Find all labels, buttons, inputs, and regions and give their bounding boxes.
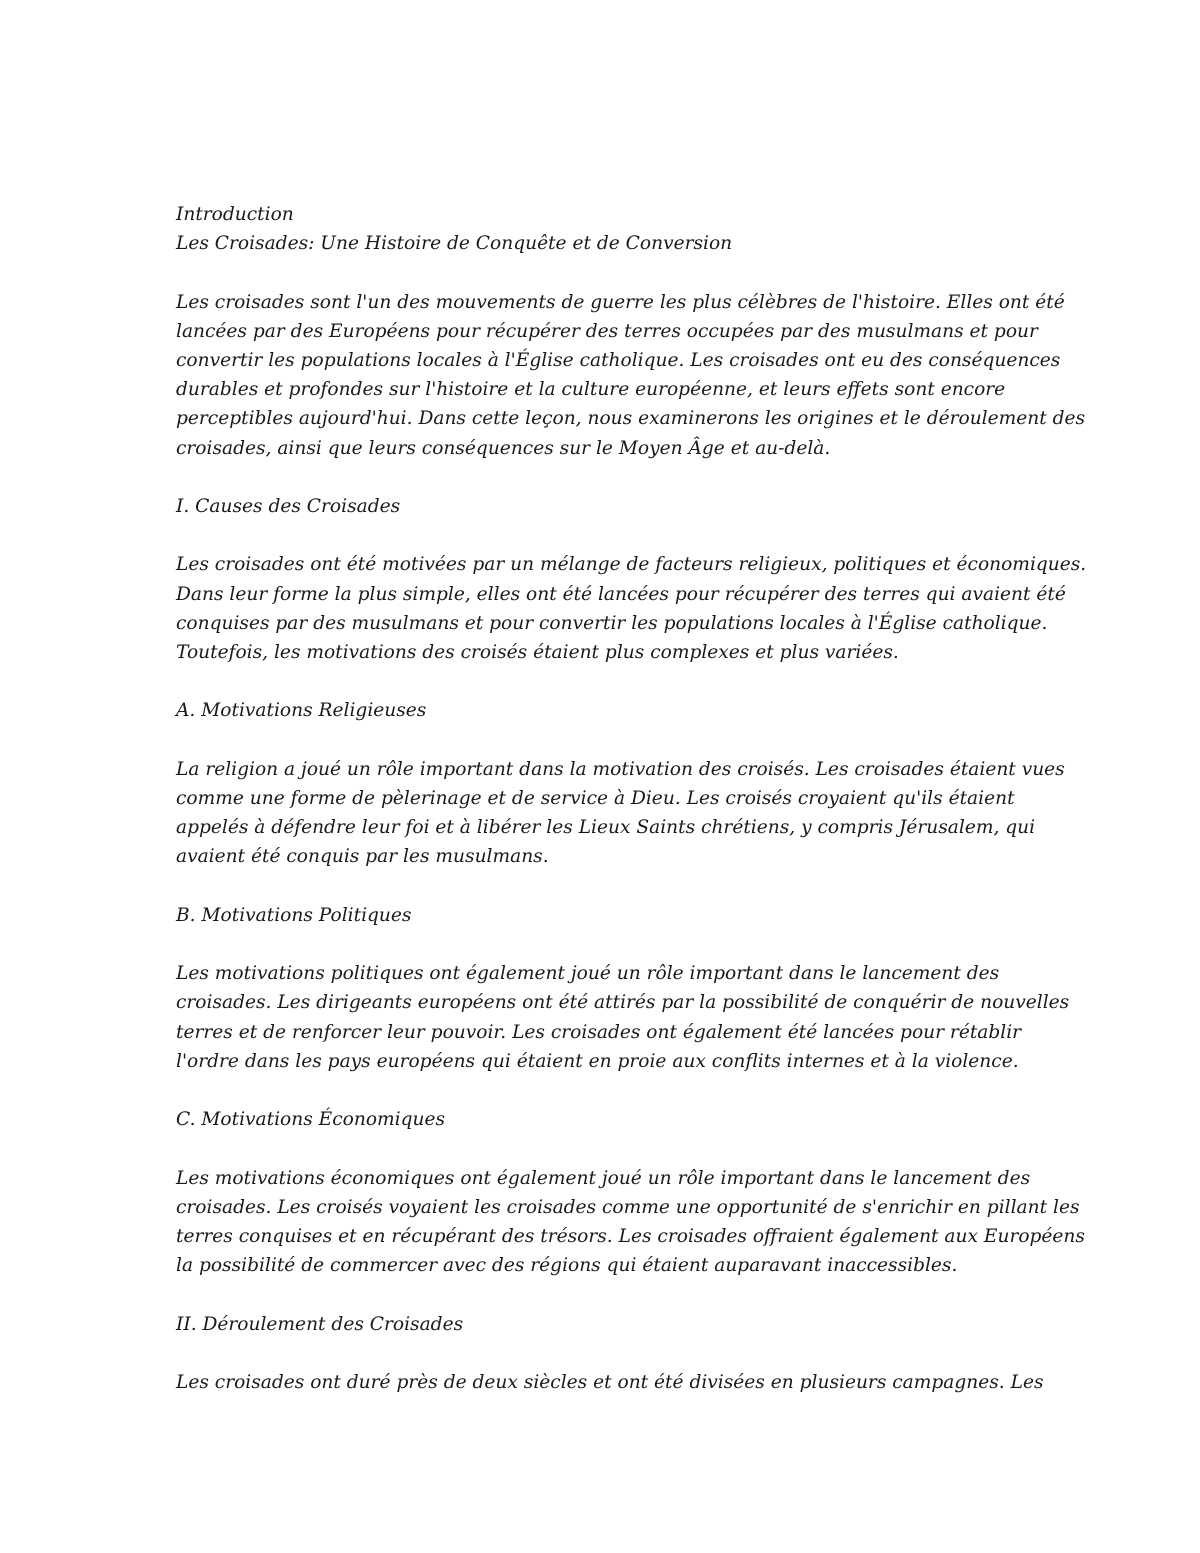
section-paragraph-political	[176, 959, 1070, 1076]
spacer	[176, 1339, 1036, 1368]
text-line: avaient été conquis par les musulmans.	[176, 846, 549, 868]
section-heading-economic: C. Motivations Économiques	[176, 1109, 446, 1131]
text-line: Dans leur forme la plus simple, elles ont été lancées pour récupérer des terres qui avaient été	[176, 583, 1066, 605]
text-line: comme une forme de pèlerinage et de service à Dieu. Les croisés croyaient qu'ils étaient	[176, 787, 1015, 809]
text-line: Les croisades ont été motivées par un mélange de facteurs religieux, politiques et économiques.	[176, 554, 1087, 576]
spacer	[176, 1280, 1036, 1309]
text-line: croisades. Les dirigeants européens ont été attirés par la possibilité de conquérir de nouvelles	[176, 992, 1070, 1014]
text-line: Les croisades ont duré près de deux siècles et ont été divisées en plusieurs campagnes. Les	[176, 1371, 1044, 1393]
document-page	[176, 200, 1087, 1397]
spacer	[176, 930, 1036, 959]
section-heading-causes: I. Causes des Croisades	[176, 496, 401, 517]
text-line: croisades. Les croisés voyaient les croisades comme une opportunité de s'enrichir en pillant les	[176, 1196, 1080, 1218]
text-line: Les motivations économiques ont également joué un rôle important dans le lancement des	[176, 1167, 1031, 1189]
text-line: conquises par des musulmans et pour convertir les populations locales à l'Église catholique.	[176, 612, 1048, 634]
section-paragraph-economic	[176, 1164, 1085, 1281]
section-heading-course: II. Déroulement des Croisades	[176, 1313, 464, 1335]
text-line: lancées par des Européens pour récupérer des terres occupées par des musulmans et pour	[176, 320, 1038, 342]
section-heading-religious: A. Motivations Religieuses	[176, 700, 427, 722]
text-line: Les croisades sont l'un des mouvements de guerre les plus célèbres de l'histoire. Elles ont été	[176, 291, 1065, 313]
section-heading-political: B. Motivations Politiques	[176, 904, 412, 926]
text-line: la possibilité de commercer avec des régions qui étaient auparavant inaccessibles.	[176, 1255, 958, 1277]
spacer	[176, 258, 1036, 287]
spacer	[176, 1134, 1036, 1163]
text-line: La religion a joué un rôle important dans la motivation des croisés. Les croisades étaient vues	[176, 758, 1065, 780]
section-paragraph-causes	[176, 550, 1087, 667]
spacer	[176, 1076, 1036, 1105]
intro-paragraph	[176, 288, 1086, 463]
spacer	[176, 667, 1036, 696]
intro-heading: Introduction	[176, 204, 294, 225]
text-line: Toutefois, les motivations des croisés étaient plus complexes et plus variées.	[176, 642, 899, 663]
spacer	[176, 463, 1036, 492]
text-line: durables et profondes sur l'histoire et la culture européenne, et leurs effets sont encore	[176, 379, 1006, 401]
text-line: perceptibles aujourd'hui. Dans cette leçon, nous examinerons les origines et le déroulement des	[176, 408, 1086, 430]
text-line: appelés à défendre leur foi et à libérer les Lieux Saints chrétiens, y compris Jérusalem, qui	[176, 817, 1036, 839]
spacer	[176, 726, 1036, 755]
text-line: croisades, ainsi que leurs conséquences sur le Moyen Âge et au-delà.	[176, 437, 831, 459]
section-paragraph-religious	[176, 755, 1065, 872]
text-line: l'ordre dans les pays européens qui étaient en proie aux conflits internes et à la violence.	[176, 1050, 1019, 1072]
spacer	[176, 521, 1036, 550]
section-paragraph-course	[176, 1368, 1044, 1397]
text-line: terres et de renforcer leur pouvoir. Les croisades ont également été lancées pour rétablir	[176, 1021, 1022, 1043]
spacer	[176, 872, 1036, 901]
text-line: terres conquises et en récupérant des trésors. Les croisades offraient également aux Européens	[176, 1225, 1085, 1247]
text-line: convertir les populations locales à l'Église catholique. Les croisades ont eu des conséquences	[176, 350, 1061, 371]
document-title: Les Croisades: Une Histoire de Conquête et de Conversion	[176, 233, 733, 255]
text-line: Les motivations politiques ont également joué un rôle important dans le lancement des	[176, 963, 1000, 985]
